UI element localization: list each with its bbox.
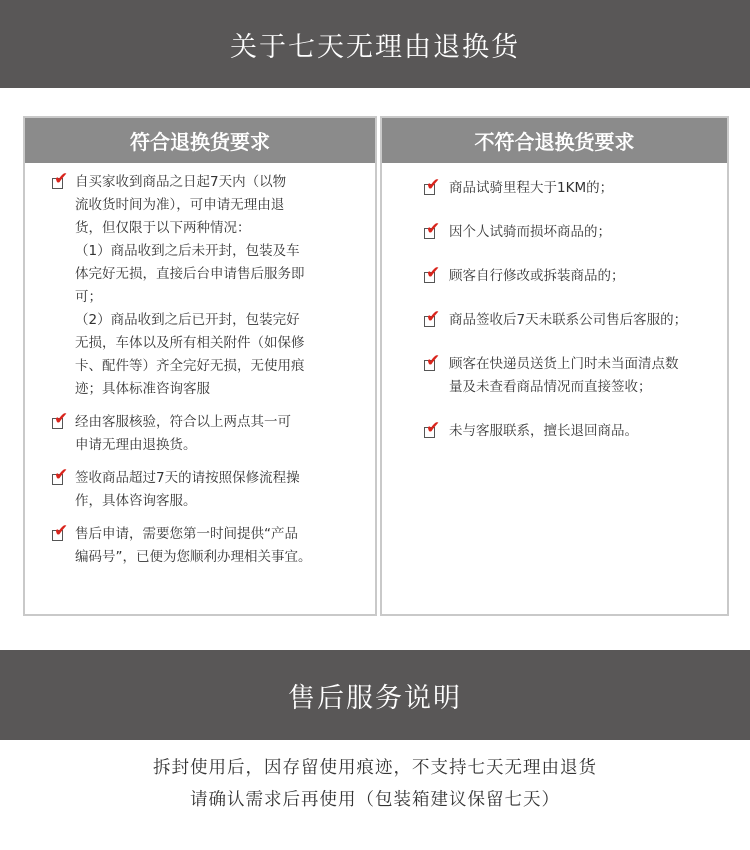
checkbox-check-icon: ✔ bbox=[54, 465, 69, 485]
item-line: 卡、配件等）齐全完好无损，无使用痕 bbox=[75, 358, 305, 374]
item-line: 商品签收后7天未联系公司售后客服的； bbox=[449, 312, 688, 328]
list-item bbox=[25, 467, 375, 513]
checkbox-check-icon: ✔ bbox=[426, 219, 441, 239]
item-line: 签收商品超过7天的请按照保修流程操 bbox=[75, 470, 300, 486]
list-item bbox=[382, 420, 727, 443]
item-line: 顾客自行修改或拆装商品的； bbox=[449, 268, 625, 284]
item-line: 量及未查看商品情况而直接签收； bbox=[449, 379, 652, 395]
item-line: （1）商品收到之后未开封，包装及车 bbox=[75, 243, 300, 259]
ineligible-list bbox=[382, 163, 727, 443]
item-line: 经由客服核验，符合以上两点其一可 bbox=[75, 414, 291, 430]
list-item bbox=[25, 523, 375, 569]
item-line: 申请无理由退换货。 bbox=[75, 437, 197, 453]
item-line: 未与客服联系，擅长退回商品。 bbox=[449, 423, 638, 439]
list-item bbox=[382, 265, 727, 288]
item-line: 体完好无损，直接后台申请售后服务即 bbox=[75, 266, 305, 282]
list-item bbox=[25, 411, 375, 457]
checkbox-check-icon: ✔ bbox=[54, 169, 69, 189]
item-line: 可； bbox=[75, 289, 102, 305]
item-line: 迹；具体标准咨询客服 bbox=[75, 381, 210, 397]
checkbox-check-icon: ✔ bbox=[54, 521, 69, 541]
item-line: （2）商品收到之后已开封，包装完好 bbox=[75, 312, 300, 328]
eligible-list bbox=[25, 163, 375, 569]
checkbox-check-icon: ✔ bbox=[426, 351, 441, 371]
item-line: 无损，车体以及所有相关附件（如保修 bbox=[75, 335, 305, 351]
item-line: 作，具体咨询客服。 bbox=[75, 493, 197, 509]
checkbox-check-icon: ✔ bbox=[54, 409, 69, 429]
eligible-panel bbox=[23, 116, 377, 616]
item-line: 流收货时间为准），可申请无理由退 bbox=[75, 197, 285, 213]
checkbox-check-icon: ✔ bbox=[426, 418, 441, 438]
checkbox-check-icon: ✔ bbox=[426, 175, 441, 195]
item-line: 顾客在快递员送货上门时未当面清点数 bbox=[449, 356, 679, 372]
service-title: 售后服务说明 bbox=[288, 682, 462, 714]
service-banner bbox=[0, 650, 750, 740]
notice-line: 拆封使用后，因存留使用痕迹，不支持七天无理由退货 bbox=[153, 758, 597, 778]
checkbox-check-icon: ✔ bbox=[426, 263, 441, 283]
header-banner bbox=[0, 0, 750, 88]
item-line: 自买家收到商品之日起7天内（以物 bbox=[75, 174, 287, 190]
item-line: 编码号”，已便为您顺利办理相关事宜。 bbox=[75, 549, 312, 565]
notice-line: 请确认需求后再使用（包装箱建议保留七天） bbox=[190, 790, 560, 810]
ineligible-panel bbox=[380, 116, 729, 616]
page-title: 关于七天无理由退换货 bbox=[230, 31, 520, 63]
list-item bbox=[382, 221, 727, 244]
eligible-panel-title: 符合退换货要求 bbox=[25, 118, 375, 163]
checkbox-check-icon: ✔ bbox=[426, 307, 441, 327]
item-line: 因个人试骑而损坏商品的； bbox=[449, 224, 611, 240]
item-line: 售后申请，需要您第一时间提供“产品 bbox=[75, 526, 298, 542]
ineligible-panel-title: 不符合退换货要求 bbox=[382, 118, 727, 163]
list-item bbox=[382, 177, 727, 200]
list-item bbox=[382, 353, 727, 399]
item-line: 商品试骑里程大于1KM的； bbox=[449, 180, 614, 196]
service-notice bbox=[0, 752, 750, 816]
item-line: 货，但仅限于以下两种情况： bbox=[75, 220, 251, 236]
list-item bbox=[382, 309, 727, 332]
list-item bbox=[25, 171, 375, 401]
